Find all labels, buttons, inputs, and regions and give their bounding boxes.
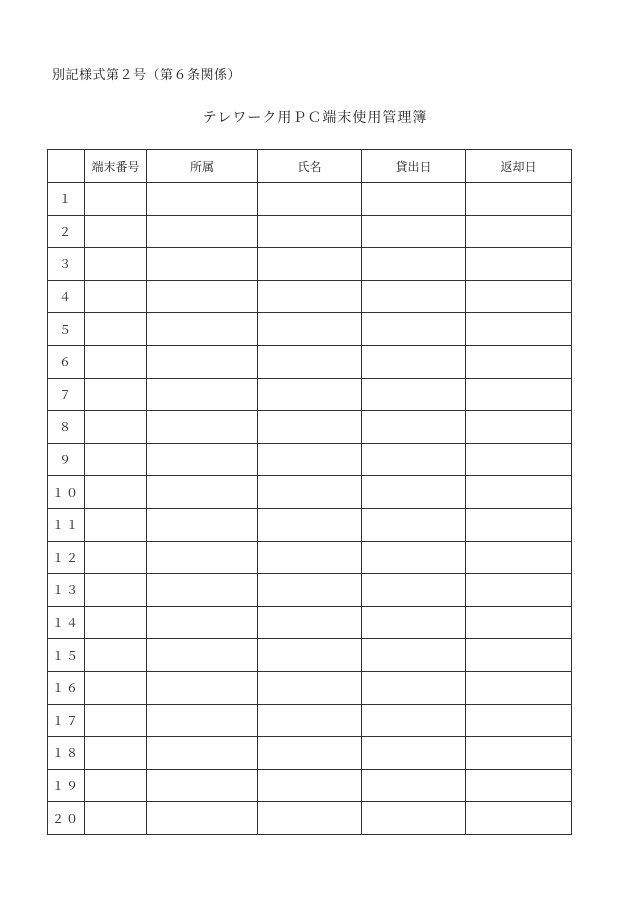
return-date-cell <box>466 248 572 281</box>
terminal-number-cell <box>85 508 147 541</box>
row-number-cell: １８ <box>48 737 85 770</box>
table-row <box>48 574 572 607</box>
department-cell <box>147 606 258 639</box>
name-cell <box>258 639 362 672</box>
return-date-cell <box>466 802 572 835</box>
name-cell <box>258 215 362 248</box>
table-row <box>48 639 572 672</box>
lend-date-cell <box>362 411 466 444</box>
return-date-cell <box>466 215 572 248</box>
department-cell <box>147 769 258 802</box>
row-number-cell: １０ <box>48 476 85 509</box>
header-row-number <box>48 150 85 183</box>
row-number-cell: １９ <box>48 769 85 802</box>
terminal-number-cell <box>85 574 147 607</box>
row-number-cell: １３ <box>48 574 85 607</box>
department-cell <box>147 704 258 737</box>
terminal-number-cell <box>85 639 147 672</box>
name-cell <box>258 248 362 281</box>
lend-date-cell <box>362 378 466 411</box>
row-number-cell: ２０ <box>48 802 85 835</box>
table-row <box>48 606 572 639</box>
department-cell <box>147 313 258 346</box>
row-number-cell: ７ <box>48 378 85 411</box>
lend-date-cell <box>362 671 466 704</box>
return-date-cell <box>466 476 572 509</box>
name-cell <box>258 737 362 770</box>
row-number-cell: １ <box>48 183 85 216</box>
department-cell <box>147 671 258 704</box>
terminal-number-cell <box>85 443 147 476</box>
form-number-label: 別記様式第２号（第６条関係） <box>52 68 242 83</box>
department-cell <box>147 443 258 476</box>
register-body <box>48 183 572 835</box>
name-cell <box>258 280 362 313</box>
name-cell <box>258 541 362 574</box>
row-number-cell: １２ <box>48 541 85 574</box>
row-number-cell: ４ <box>48 280 85 313</box>
terminal-number-cell <box>85 606 147 639</box>
return-date-cell <box>466 411 572 444</box>
return-date-cell <box>466 769 572 802</box>
terminal-number-cell <box>85 280 147 313</box>
name-cell <box>258 606 362 639</box>
lend-date-cell <box>362 574 466 607</box>
terminal-number-cell <box>85 671 147 704</box>
header-return-date: 返却日 <box>466 150 572 183</box>
return-date-cell <box>466 345 572 378</box>
row-number-cell: ２ <box>48 215 85 248</box>
return-date-cell <box>466 704 572 737</box>
table-row <box>48 443 572 476</box>
name-cell <box>258 345 362 378</box>
name-cell <box>258 378 362 411</box>
lend-date-cell <box>362 215 466 248</box>
lend-date-cell <box>362 802 466 835</box>
table-row <box>48 671 572 704</box>
row-number-cell: ３ <box>48 248 85 281</box>
name-cell <box>258 476 362 509</box>
row-number-cell: ８ <box>48 411 85 444</box>
table-row <box>48 802 572 835</box>
department-cell <box>147 345 258 378</box>
name-cell <box>258 313 362 346</box>
table-row <box>48 313 572 346</box>
table-row <box>48 411 572 444</box>
department-cell <box>147 574 258 607</box>
terminal-number-cell <box>85 802 147 835</box>
name-cell <box>258 443 362 476</box>
name-cell <box>258 183 362 216</box>
lend-date-cell <box>362 476 466 509</box>
row-number-cell: ６ <box>48 345 85 378</box>
table-row <box>48 769 572 802</box>
lend-date-cell <box>362 313 466 346</box>
table-row <box>48 737 572 770</box>
row-number-cell: ５ <box>48 313 85 346</box>
lend-date-cell <box>362 183 466 216</box>
name-cell <box>258 802 362 835</box>
return-date-cell <box>466 639 572 672</box>
department-cell <box>147 541 258 574</box>
header-terminal-number: 端末番号 <box>85 150 147 183</box>
terminal-number-cell <box>85 541 147 574</box>
lend-date-cell <box>362 508 466 541</box>
table-row <box>48 345 572 378</box>
name-cell <box>258 574 362 607</box>
return-date-cell <box>466 443 572 476</box>
return-date-cell <box>466 606 572 639</box>
row-number-cell: １５ <box>48 639 85 672</box>
row-number-cell: １４ <box>48 606 85 639</box>
department-cell <box>147 183 258 216</box>
department-cell <box>147 280 258 313</box>
department-cell <box>147 411 258 444</box>
department-cell <box>147 802 258 835</box>
return-date-cell <box>466 378 572 411</box>
return-date-cell <box>466 671 572 704</box>
department-cell <box>147 476 258 509</box>
terminal-number-cell <box>85 248 147 281</box>
lend-date-cell <box>362 248 466 281</box>
table-row <box>48 704 572 737</box>
return-date-cell <box>466 313 572 346</box>
lend-date-cell <box>362 280 466 313</box>
pc-usage-register-table <box>47 149 572 835</box>
department-cell <box>147 639 258 672</box>
row-number-cell: ９ <box>48 443 85 476</box>
terminal-number-cell <box>85 476 147 509</box>
lend-date-cell <box>362 443 466 476</box>
name-cell <box>258 508 362 541</box>
terminal-number-cell <box>85 769 147 802</box>
terminal-number-cell <box>85 737 147 770</box>
header-row <box>48 150 572 183</box>
table-row <box>48 476 572 509</box>
lend-date-cell <box>362 345 466 378</box>
terminal-number-cell <box>85 378 147 411</box>
name-cell <box>258 671 362 704</box>
terminal-number-cell <box>85 704 147 737</box>
row-number-cell: １６ <box>48 671 85 704</box>
header-lend-date: 貸出日 <box>362 150 466 183</box>
terminal-number-cell <box>85 345 147 378</box>
lend-date-cell <box>362 737 466 770</box>
terminal-number-cell <box>85 313 147 346</box>
table-row <box>48 280 572 313</box>
department-cell <box>147 215 258 248</box>
terminal-number-cell <box>85 411 147 444</box>
lend-date-cell <box>362 541 466 574</box>
document-title: テレワーク用ＰＣ端末使用管理簿 <box>202 110 428 126</box>
table-row <box>48 248 572 281</box>
table-row <box>48 215 572 248</box>
lend-date-cell <box>362 704 466 737</box>
lend-date-cell <box>362 769 466 802</box>
table-row <box>48 378 572 411</box>
name-cell <box>258 704 362 737</box>
header-name: 氏名 <box>258 150 362 183</box>
table-row <box>48 508 572 541</box>
name-cell <box>258 411 362 444</box>
return-date-cell <box>466 280 572 313</box>
return-date-cell <box>466 508 572 541</box>
lend-date-cell <box>362 639 466 672</box>
department-cell <box>147 248 258 281</box>
table-row <box>48 541 572 574</box>
terminal-number-cell <box>85 215 147 248</box>
department-cell <box>147 508 258 541</box>
header-department: 所属 <box>147 150 258 183</box>
terminal-number-cell <box>85 183 147 216</box>
row-number-cell: １１ <box>48 508 85 541</box>
return-date-cell <box>466 541 572 574</box>
name-cell <box>258 769 362 802</box>
department-cell <box>147 737 258 770</box>
return-date-cell <box>466 737 572 770</box>
row-number-cell: １７ <box>48 704 85 737</box>
table-row <box>48 183 572 216</box>
return-date-cell <box>466 574 572 607</box>
return-date-cell <box>466 183 572 216</box>
lend-date-cell <box>362 606 466 639</box>
department-cell <box>147 378 258 411</box>
